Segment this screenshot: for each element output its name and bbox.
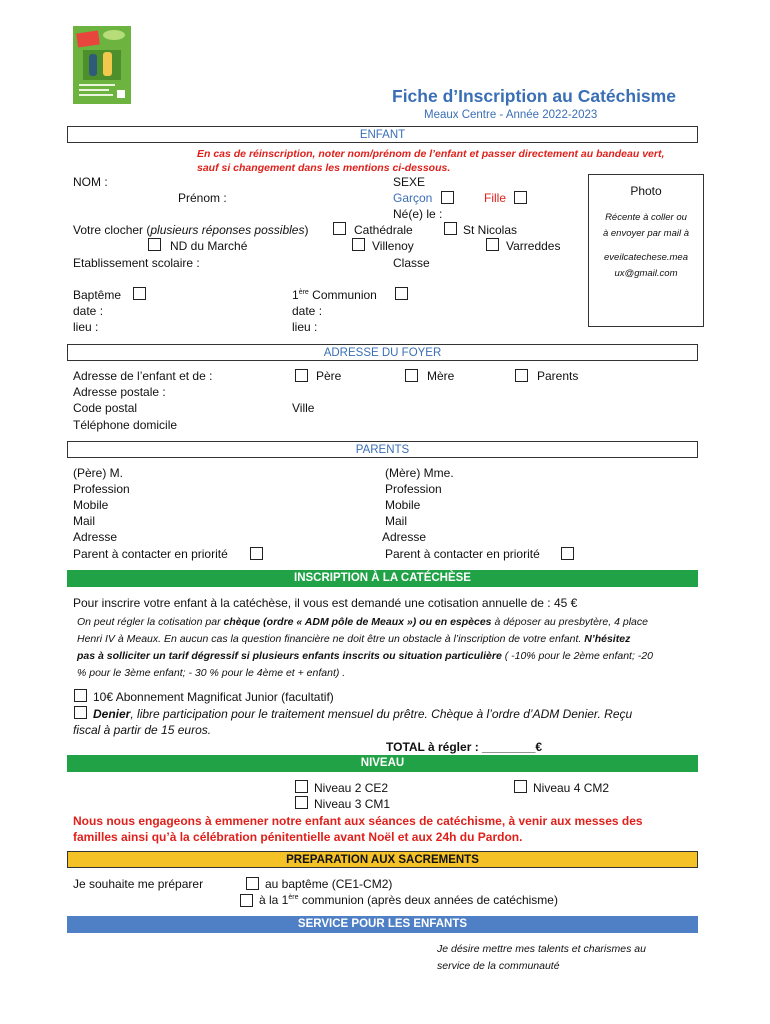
fille-checkbox[interactable]	[514, 191, 527, 204]
garcon-label: Garçon	[393, 191, 433, 205]
band-niveau: NIVEAU	[67, 755, 698, 772]
denier-checkbox[interactable]	[74, 706, 87, 719]
garcon-checkbox[interactable]	[441, 191, 454, 204]
cm1-checkbox[interactable]	[295, 796, 308, 809]
reglement-line1	[77, 616, 648, 628]
clocher-label-c: )	[304, 223, 309, 237]
pere-title: (Père) M.	[73, 466, 124, 480]
adresse-postale-label: Adresse postale :	[73, 385, 166, 399]
cotisation-text: Pour inscrire votre enfant à la catéchèse, il vous est demandé une cotisation annuelle de : 45 €	[73, 596, 578, 610]
magnificat-label: 10€ Abonnement Magnificat Junior (facultatif)	[93, 690, 334, 704]
reglement-line4: % pour le 3ème enfant; - 30 % pour le 4ème et + enfant) .	[77, 667, 346, 679]
photo-title: Photo	[630, 184, 662, 198]
communion-date-label: date :	[292, 304, 323, 318]
engagement-line2: familles ainsi qu’à la célébration pénitentielle avant Noël et aux 24h du Pardon.	[73, 830, 523, 844]
reglement-line1-d: à déposer au presbytère, 4 place	[491, 616, 648, 628]
mere-adresse: Adresse	[382, 530, 427, 544]
eveil-foi-logo	[73, 26, 131, 104]
ne-le-label: Né(e) le :	[393, 207, 443, 221]
photo-line2: à envoyer par mail à	[602, 228, 690, 239]
pere-priorite-label: Parent à contacter en priorité	[73, 547, 228, 561]
reglement-line3-a: pas à solliciter un tarif dégressif si plusieurs enfants inscrits ou situation particulière	[77, 650, 502, 662]
pere-label: Père	[316, 369, 342, 383]
sacrement-communion-a: à la 1	[259, 893, 289, 907]
band-inscription: INSCRIPTION À LA CATÉCHÈSE	[67, 570, 698, 587]
etablissement-label: Etablissement scolaire :	[73, 256, 200, 270]
bapteme-date-label: date :	[73, 304, 104, 318]
nd-marche-label: ND du Marché	[170, 239, 248, 253]
bapteme-checkbox[interactable]	[133, 287, 146, 300]
denier-line2: fiscal à partir de 15 euros.	[73, 723, 212, 737]
mere-mobile: Mobile	[385, 498, 421, 512]
st-nicolas-checkbox[interactable]	[444, 222, 457, 235]
pere-mail: Mail	[73, 514, 96, 528]
souhaite-label: Je souhaite me préparer	[73, 877, 204, 891]
reglement-line2	[77, 633, 630, 645]
pere-adresse: Adresse	[73, 530, 118, 544]
pere-profession: Profession	[73, 482, 130, 496]
villenoy-label: Villenoy	[372, 239, 414, 253]
mere-profession: Profession	[385, 482, 442, 496]
parents-checkbox[interactable]	[515, 369, 528, 382]
mere-checkbox[interactable]	[405, 369, 418, 382]
fille-label: Fille	[484, 191, 507, 205]
nd-marche-checkbox[interactable]	[148, 238, 161, 251]
clocher-label	[73, 223, 308, 237]
mere-priorite-checkbox[interactable]	[561, 547, 574, 560]
photo-box[interactable]	[588, 174, 704, 327]
communion-num: 1	[292, 288, 299, 302]
code-postal-label: Code postal	[73, 401, 138, 415]
communion-checkbox[interactable]	[395, 287, 408, 300]
bapteme-label: Baptême	[73, 288, 122, 302]
reglement-line2-a: Henri IV à Meaux. En aucun cas la question financière ne doit être un obstacle à l’inscription de votre enfant.	[77, 633, 585, 645]
sacrement-bapteme-checkbox[interactable]	[246, 877, 259, 890]
communion-label	[292, 288, 377, 302]
varreddes-label: Varreddes	[506, 239, 561, 253]
service-line2: service de la communauté	[437, 960, 560, 972]
st-nicolas-label: St Nicolas	[463, 223, 518, 237]
mere-title: (Mère) Mme.	[385, 466, 454, 480]
service-line1: Je désire mettre mes talents et charismes au	[437, 943, 646, 955]
clocher-label-b: plusieurs réponses possibles	[150, 223, 305, 237]
communion-text: Communion	[308, 288, 377, 302]
communion-sup: ère	[298, 289, 309, 296]
villenoy-checkbox[interactable]	[352, 238, 365, 251]
band-service: SERVICE POUR LES ENFANTS	[67, 916, 698, 933]
page-title: Fiche d’Inscription au Catéchisme	[392, 86, 676, 106]
band-parents: PARENTS	[67, 441, 698, 458]
nom-label: NOM :	[73, 175, 108, 189]
ville-label: Ville	[292, 401, 315, 415]
sacrement-bapteme-label: au baptême (CE1-CM2)	[265, 877, 393, 891]
sacrement-communion-label	[259, 893, 558, 907]
band-enfant: ENFANT	[67, 126, 698, 143]
parents-label: Parents	[537, 369, 579, 383]
prenom-label: Prénom :	[178, 191, 227, 205]
sacrement-communion-checkbox[interactable]	[240, 894, 253, 907]
ce2-label: Niveau 2 CE2	[314, 781, 389, 795]
ce2-checkbox[interactable]	[295, 780, 308, 793]
sexe-label: SEXE	[393, 175, 426, 189]
denier-word: Denier	[93, 707, 131, 721]
bapteme-lieu-label: lieu :	[73, 320, 99, 334]
adresse-enfant-label: Adresse de l’enfant et de :	[73, 369, 213, 383]
classe-label: Classe	[393, 256, 430, 270]
reglement-line2-b: N’hésitez	[584, 633, 631, 645]
reglement-line1-b: chèque (ordre « ADM pôle de Meaux »)	[223, 616, 417, 628]
reinscription-notice-line1: En cas de réinscription, noter nom/prénom de l’enfant et passer directement au bandeau vert,	[197, 148, 665, 160]
cm1-label: Niveau 3 CM1	[314, 797, 391, 811]
total-text: TOTAL à régler : ________€	[386, 740, 543, 754]
varreddes-checkbox[interactable]	[486, 238, 499, 251]
pere-mobile: Mobile	[73, 498, 109, 512]
denier-line1	[93, 707, 632, 721]
magnificat-checkbox[interactable]	[74, 689, 87, 702]
reglement-line1-a: On peut régler la cotisation par	[77, 616, 224, 628]
cm2-label: Niveau 4 CM2	[533, 781, 610, 795]
page-subtitle: Meaux Centre - Année 2022-2023	[424, 109, 598, 121]
photo-email-line1: eveilcatechese.mea	[604, 252, 688, 263]
photo-line1: Récente à coller ou	[605, 212, 687, 223]
reglement-line1-c: ou en espèces	[416, 616, 492, 628]
band-adresse-foyer: ADRESSE DU FOYER	[67, 344, 698, 361]
mere-mail: Mail	[385, 514, 408, 528]
communion-lieu-label: lieu :	[292, 320, 318, 334]
cm2-checkbox[interactable]	[514, 780, 527, 793]
clocher-label-a: Votre clocher (	[73, 223, 151, 237]
mere-priorite-label: Parent à contacter en priorité	[385, 547, 540, 561]
cathedrale-checkbox[interactable]	[333, 222, 346, 235]
pere-checkbox[interactable]	[295, 369, 308, 382]
cathedrale-label: Cathédrale	[354, 223, 413, 237]
denier-text: , libre participation pour le traitement mensuel du prêtre. Chèque à l’ordre d’ADM Denier. Reçu	[130, 707, 633, 721]
mere-label: Mère	[427, 369, 455, 383]
band-sacrements: PREPARATION AUX SACREMENTS	[67, 851, 698, 868]
telephone-label: Téléphone domicile	[73, 418, 178, 432]
reglement-line3-b: ( -10% pour le 2ème enfant; -20	[501, 650, 653, 662]
reglement-line3	[77, 650, 653, 662]
sacrement-communion-b: communion (après deux années de catéchisme)	[298, 893, 558, 907]
photo-email-line2: ux@gmail.com	[614, 268, 678, 279]
sacrement-communion-sup: ère	[288, 894, 299, 901]
pere-priorite-checkbox[interactable]	[250, 547, 263, 560]
reinscription-notice-line2: sauf si changement dans les mentions ci-dessous.	[197, 162, 451, 174]
engagement-line1: Nous nous engageons à emmener notre enfant aux séances de catéchisme, à venir aux messes des	[73, 814, 643, 828]
